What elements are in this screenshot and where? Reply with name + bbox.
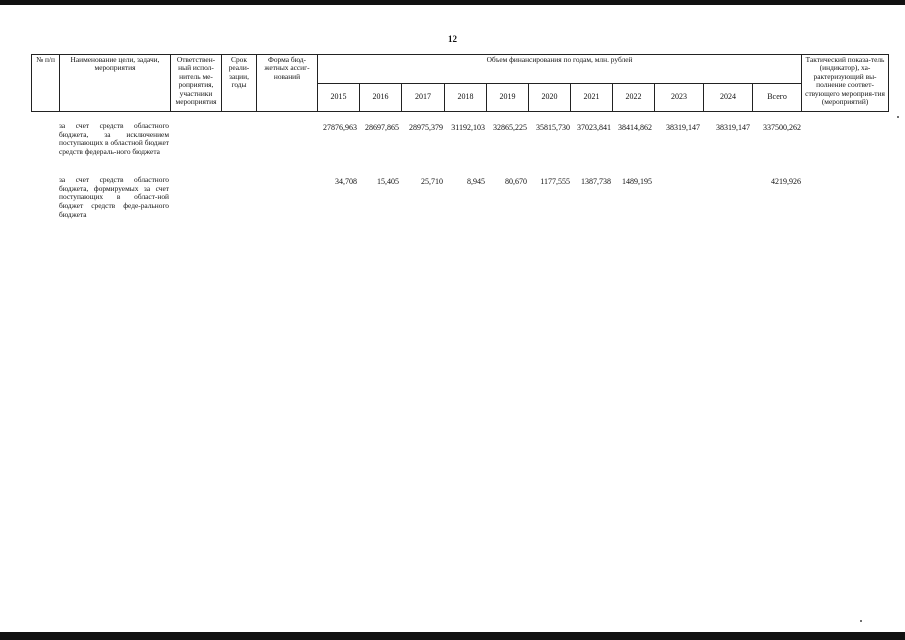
cell-value: 28697,865 (365, 123, 399, 132)
row-label: за счет средств областного бюджета, за исключением поступающих в областной бюджет средств федераль-ного бюджета (59, 121, 169, 157)
header-year: 2024 (704, 84, 753, 112)
table-row (31, 176, 889, 228)
page-number: 12 (448, 34, 457, 44)
header-year: 2019 (487, 84, 529, 112)
header-indicator: Тактический показа-тель (индикатор), ха-рактеризующий вы-полнение соответ-ствующего мероприя-тия (мероприятий) (802, 55, 889, 112)
cell-value: 1387,738 (581, 177, 611, 186)
header-funding: Объем финансирования по годам, млн. рублей (318, 55, 802, 84)
row-label: за счет средств областного бюджета, формируемых за счет поступающих в област-ной бюджет средств феде-рального бюджета (59, 175, 169, 219)
scan-speck (897, 116, 899, 118)
cell-value: 38319,147 (666, 123, 700, 132)
header-year: 2020 (529, 84, 571, 112)
cell-value: 28975,379 (409, 123, 443, 132)
cell-value: 25,710 (421, 177, 443, 186)
cell-total: 337500,262 (763, 123, 801, 132)
header-year: 2017 (402, 84, 445, 112)
header-form: Форма бюд-жетных ассиг-нований (257, 55, 318, 112)
cell-value: 38319,147 (716, 123, 750, 132)
cell-value: 37023,841 (577, 123, 611, 132)
scan-bottom-edge (0, 632, 905, 640)
header-year: 2023 (655, 84, 704, 112)
cell-value: 80,670 (505, 177, 527, 186)
header-year: 2022 (613, 84, 655, 112)
header-responsible: Ответствен-ный испол-нитель ме-роприятия, участники мероприятия (171, 55, 222, 112)
cell-value: 1177,555 (540, 177, 570, 186)
header-name: Наименование цели, задачи, мероприятия (60, 55, 171, 112)
cell-value: 8,945 (467, 177, 485, 186)
cell-value: 15,405 (377, 177, 399, 186)
header-year: 2015 (318, 84, 360, 112)
cell-value: 35815,730 (536, 123, 570, 132)
cell-total: 4219,926 (771, 177, 801, 186)
table-row (31, 122, 889, 174)
cell-value: 38414,862 (618, 123, 652, 132)
header-term: Срок реали-зации, годы (222, 55, 257, 112)
cell-value: 27876,963 (323, 123, 357, 132)
funding-table-header (31, 54, 889, 112)
scan-speck (860, 620, 862, 622)
header-total: Всего (753, 84, 802, 112)
cell-value: 34,708 (335, 177, 357, 186)
header-no: № п/п (32, 55, 60, 112)
header-year: 2018 (445, 84, 487, 112)
scan-top-edge (0, 0, 905, 5)
cell-value: 31192,103 (451, 123, 485, 132)
header-year: 2016 (360, 84, 402, 112)
cell-value: 32865,225 (493, 123, 527, 132)
cell-value: 1489,195 (622, 177, 652, 186)
header-year: 2021 (571, 84, 613, 112)
